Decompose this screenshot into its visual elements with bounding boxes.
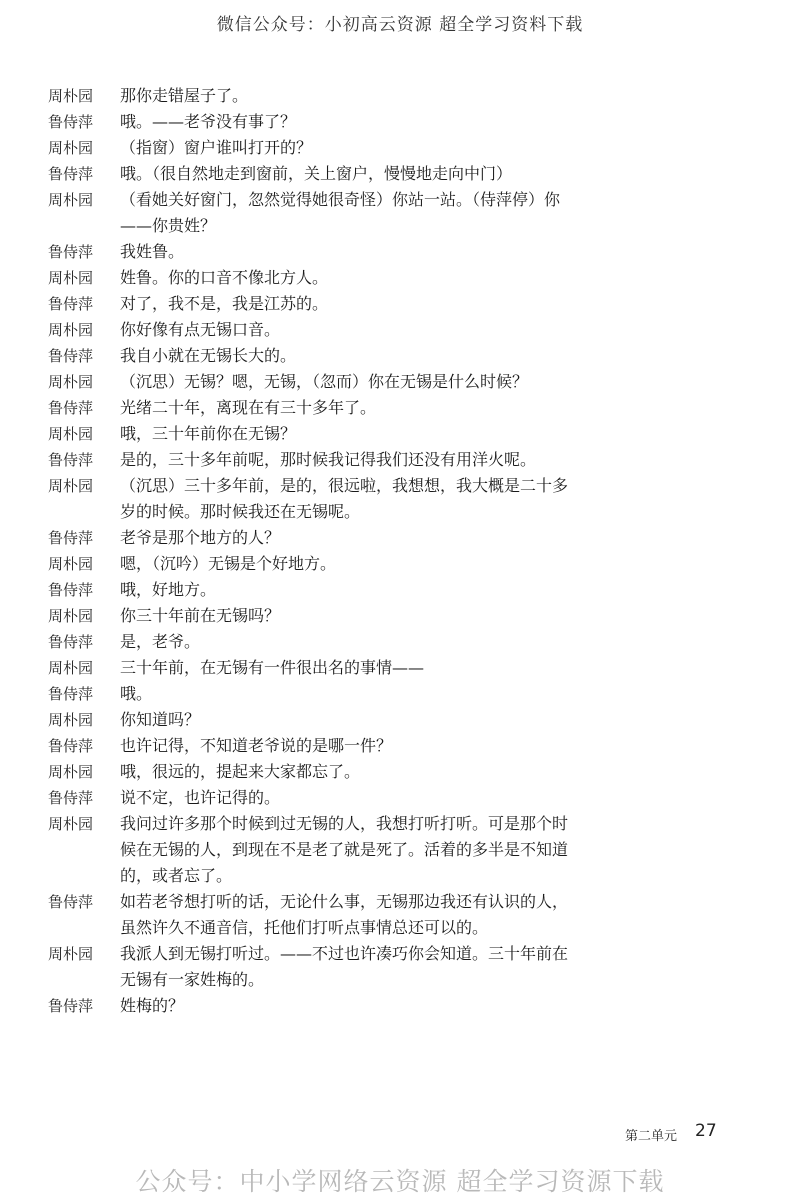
watermark: 公众号：中小学网络云资源 超全学习资源下载 — [135, 1167, 665, 1196]
speech-text: 也许记得，不知道老爷说的是哪一件？ — [120, 736, 393, 755]
dialogue-line — [48, 603, 568, 629]
speech-text: 是，老爷。 — [120, 632, 201, 651]
speech-text: 是的，三十多年前呢，那时候我记得我们还没有用洋火呢。 — [120, 450, 537, 469]
speaker-name: 鲁侍萍 — [48, 451, 94, 469]
speaker-name: 鲁侍萍 — [48, 893, 94, 911]
dialogue-line — [48, 785, 568, 811]
dialogue-line — [48, 239, 568, 265]
speaker-name: 鲁侍萍 — [48, 633, 94, 651]
dialogue-line — [48, 551, 568, 577]
speech-text: 你三十年前在无锡吗？ — [120, 606, 281, 625]
speaker-name: 周朴园 — [48, 477, 94, 495]
dialogue-line — [48, 655, 568, 681]
unit-label: 第二单元 — [625, 1129, 678, 1144]
dialogue-line — [48, 109, 568, 135]
speaker-name: 鲁侍萍 — [48, 737, 94, 755]
dialogue-line — [48, 135, 568, 161]
speaker-name: 周朴园 — [48, 425, 94, 443]
speech-text: 你好像有点无锡口音。 — [120, 320, 281, 339]
speaker-name: 周朴园 — [48, 139, 94, 157]
dialogue-line — [48, 525, 568, 551]
speech-text: 对了，我不是，我是江苏的。 — [120, 294, 329, 313]
dialogue-line — [48, 369, 568, 395]
dialogue-line — [48, 993, 568, 1019]
speaker-name: 鲁侍萍 — [48, 113, 94, 131]
speech-text: 哦，三十年前你在无锡？ — [120, 424, 297, 443]
speaker-name: 鲁侍萍 — [48, 295, 94, 313]
dialogue-body — [48, 83, 568, 1019]
speech-text: 哦，好地方。 — [120, 580, 217, 599]
speaker-name: 鲁侍萍 — [48, 399, 94, 417]
header-banner: 微信公众号：小初高云资源 超全学习资料下载 — [216, 15, 584, 35]
dialogue-line — [48, 317, 568, 343]
dialogue-line — [48, 681, 568, 707]
speaker-name: 周朴园 — [48, 555, 94, 573]
speech-text: 我问过许多那个时候到过无锡的人，我想打听打听。可是那个时候在无锡的人，到现在不是老了就是死了。活着的多半是不知道的，或者忘了。 — [120, 814, 569, 885]
speech-text: 姓梅的？ — [120, 996, 185, 1015]
speech-text: 我姓鲁。 — [120, 242, 185, 261]
speech-text: 老爷是那个地方的人？ — [120, 528, 281, 547]
speech-text: （指窗）窗户谁叫打开的？ — [120, 138, 313, 157]
speaker-name: 鲁侍萍 — [48, 243, 94, 261]
speech-text: 嗯，（沉吟）无锡是个好地方。 — [120, 554, 337, 573]
speech-text: 那你走错屋子了。 — [120, 86, 249, 105]
speaker-name: 周朴园 — [48, 815, 94, 833]
dialogue-line — [48, 473, 568, 525]
dialogue-line — [48, 343, 568, 369]
speaker-name: 鲁侍萍 — [48, 685, 94, 703]
speaker-name: 周朴园 — [48, 87, 94, 105]
speech-text: 三十年前，在无锡有一件很出名的事情—— — [120, 658, 425, 677]
speaker-name: 周朴园 — [48, 659, 94, 677]
speech-text: （看她关好窗门，忽然觉得她很奇怪）你站一站。（侍萍停）你——你贵姓？ — [120, 190, 561, 235]
speaker-name: 鲁侍萍 — [48, 789, 94, 807]
dialogue-line — [48, 291, 568, 317]
speaker-name: 鲁侍萍 — [48, 997, 94, 1015]
dialogue-line — [48, 421, 568, 447]
dialogue-line — [48, 265, 568, 291]
speaker-name: 周朴园 — [48, 711, 94, 729]
speech-text: 如若老爷想打听的话，无论什么事，无锡那边我还有认识的人，虽然许久不通音信，托他们打听点事情总还可以的。 — [120, 892, 569, 937]
dialogue-line — [48, 759, 568, 785]
speech-text: 哦。——老爷没有事了？ — [120, 112, 297, 131]
dialogue-line — [48, 811, 568, 889]
dialogue-line — [48, 83, 568, 109]
speaker-name: 周朴园 — [48, 269, 94, 287]
dialogue-line — [48, 447, 568, 473]
speech-text: 说不定，也许记得的。 — [120, 788, 281, 807]
dialogue-line — [48, 941, 568, 993]
speech-text: （沉思）三十多年前，是的，很远啦，我想想，我大概是二十多岁的时候。那时候我还在无锡呢。 — [120, 476, 569, 521]
speaker-name: 鲁侍萍 — [48, 581, 94, 599]
dialogue-line — [48, 889, 568, 941]
speech-text: 光绪二十年，离现在有三十多年了。 — [120, 398, 377, 417]
dialogue-line — [48, 187, 568, 239]
speaker-name: 周朴园 — [48, 321, 94, 339]
dialogue-line — [48, 733, 568, 759]
speaker-name: 鲁侍萍 — [48, 347, 94, 365]
speaker-name: 周朴园 — [48, 373, 94, 391]
speech-text: 你知道吗？ — [120, 710, 201, 729]
speech-text: 哦。 — [120, 684, 153, 703]
speech-text: 我自小就在无锡长大的。 — [120, 346, 297, 365]
dialogue-line — [48, 395, 568, 421]
dialogue-line — [48, 577, 568, 603]
dialogue-line — [48, 161, 568, 187]
speech-text: 我派人到无锡打听过。——不过也许凑巧你会知道。三十年前在无锡有一家姓梅的。 — [120, 944, 569, 989]
speech-text: 哦，很远的，提起来大家都忘了。 — [120, 762, 361, 781]
dialogue-line — [48, 707, 568, 733]
speech-text: 姓鲁。你的口音不像北方人。 — [120, 268, 329, 287]
speaker-name: 鲁侍萍 — [48, 165, 94, 183]
page-number: 27 — [695, 1121, 717, 1141]
dialogue-line — [48, 629, 568, 655]
speaker-name: 周朴园 — [48, 191, 94, 209]
speaker-name: 周朴园 — [48, 607, 94, 625]
speech-text: （沉思）无锡？嗯，无锡，（忽而）你在无锡是什么时候？ — [120, 372, 529, 391]
speaker-name: 周朴园 — [48, 763, 94, 781]
speech-text: 哦。（很自然地走到窗前，关上窗户，慢慢地走向中门） — [120, 164, 513, 183]
speaker-name: 鲁侍萍 — [48, 529, 94, 547]
speaker-name: 周朴园 — [48, 945, 94, 963]
